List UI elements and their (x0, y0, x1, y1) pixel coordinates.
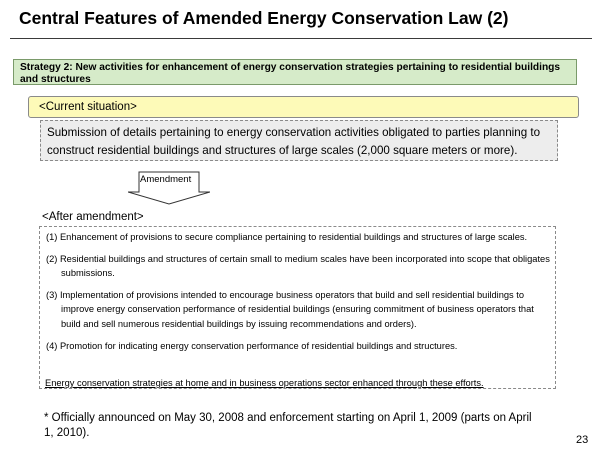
after-amendment-label: <After amendment> (42, 211, 144, 223)
amendment-item-4: (4) Promotion for indicating energy conservation performance of residential buildings and structures. (46, 340, 458, 351)
page-number: 23 (576, 434, 589, 446)
amendment-item-1: (1) Enhancement of provisions to secure compliance pertaining to residential buildings and structures of large scales. (46, 232, 528, 242)
slide-title: Central Features of Amended Energy Conservation Law (2) (19, 8, 509, 28)
amendment-summary: Energy conservation strategies at home and in business operations sector enhanced through these efforts. (45, 378, 484, 388)
amendment-arrow-label: Amendment (140, 174, 192, 185)
strategy-banner: Strategy 2: New activities for enhancement of energy conservation strategies pertaining to residential buildings and structures (13, 59, 577, 85)
amendment-item-2: (2) Residential buildings and structures of certain small to medium scales have been incorporated into scope that obligates submissions. (46, 253, 550, 279)
current-situation-label: <Current situation> (28, 96, 579, 118)
amendment-arrow (128, 171, 210, 205)
after-amendment-box (39, 226, 556, 389)
amendment-item-3: (3) Implementation of provisions intended to encourage business operators that build and sell residential buildings to improve energy conservation performance of residential buildings (ensuring commitment of business operators that build and sell numerous residential buildings by issuing recommendations and orders). (46, 289, 534, 329)
enforcement-note: * Officially announced on May 30, 2008 and enforcement starting on April 1, 2009 (parts on April 1, 2010). (44, 412, 532, 439)
current-situation-text: Submission of details pertaining to energy conservation activities obligated to parties planning to construct residential buildings and structures of large scales (2,000 square meters or more). (40, 120, 558, 161)
title-divider (10, 38, 592, 39)
